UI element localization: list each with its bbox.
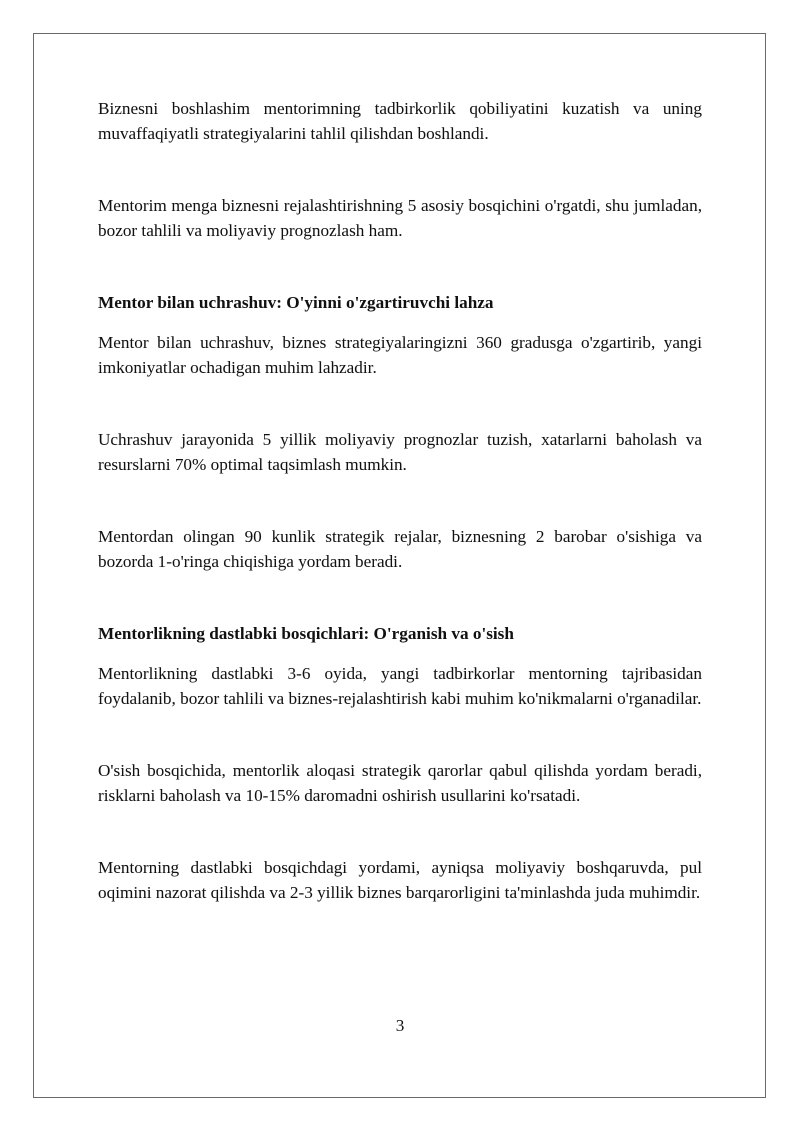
paragraph: Mentordan olingan 90 kunlik strategik rejalar, biznesning 2 barobar o'sishiga va bozorda 1-o'ringa chiqishiga yordam beradi. [98, 527, 702, 571]
paragraph: O'sish bosqichida, mentorlik aloqasi strategik qarorlar qabul qilishda yordam beradi, risklarni baholash va 10-15% daromadni oshirish usullarini ko'rsatadi. [98, 761, 702, 805]
paragraph: Mentor bilan uchrashuv, biznes strategiyalaringizni 360 gradusga o'zgartirib, yangi imkoniyatlar ochadigan muhim lahzadir. [98, 333, 702, 377]
page-number: 3 [395, 1016, 405, 1035]
page-content [98, 96, 702, 905]
section-heading: Mentor bilan uchrashuv: O'yinni o'zgartiruvchi lahza [98, 293, 494, 312]
paragraph: Biznesni boshlashim mentorimning tadbirkorlik qobiliyatini kuzatish va uning muvaffaqiyatli strategiyalarini tahlil qilishdan boshlandi. [98, 99, 702, 143]
paragraph: Uchrashuv jarayonida 5 yillik moliyaviy prognozlar tuzish, xatarlarni baholash va resurslarni 70% optimal taqsimlash mumkin. [98, 430, 702, 474]
paragraph: Mentorlikning dastlabki 3-6 oyida, yangi tadbirkorlar mentorning tajribasidan foydalanib, bozor tahlili va biznes-rejalashtirish kabi muhim ko'nikmalarni o'rganadilar. [98, 664, 702, 708]
paragraph: Mentorning dastlabki bosqichdagi yordami, ayniqsa moliyaviy boshqaruvda, pul oqimini nazorat qilishda va 2-3 yillik biznes barqarorligini ta'minlashda juda muhimdir. [98, 858, 702, 902]
paragraph: Mentorim menga biznesni rejalashtirishning 5 asosiy bosqichini o'rgatdi, shu jumladan, bozor tahlili va moliyaviy prognozlash ham. [98, 196, 702, 240]
section-heading: Mentorlikning dastlabki bosqichlari: O'rganish va o'sish [98, 624, 514, 643]
